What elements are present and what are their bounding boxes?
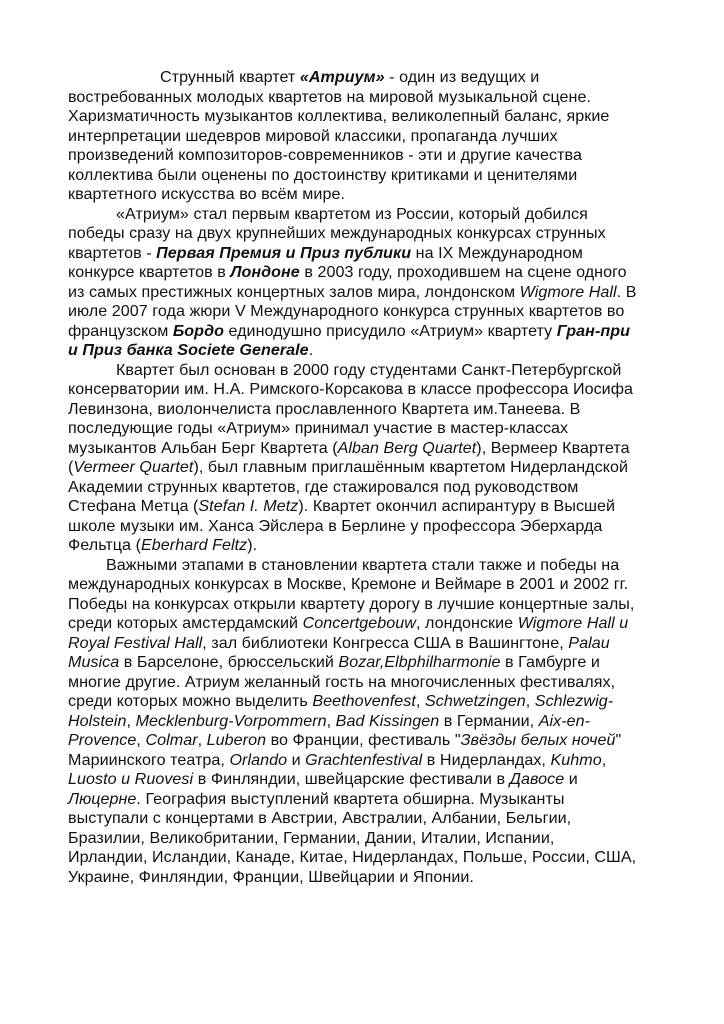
text-run: . География выступлений квартета обширна. Музыканты выступали с концертами в Австрии, Австралии, Албании, Бельгии, Бразилии, Великобритании, Германии, Дании, Италии, Испании, Ирландии, Исландии, Канаде, Китае, Нидерландах, Польше, России, США, Украине, Финляндии, Франции, Швейцарии и Японии. — [68, 789, 637, 886]
document-page — [68, 68, 638, 887]
emphasized-text: Aix-en-Provence — [68, 711, 591, 749]
text-run: ). — [247, 536, 258, 554]
text-run: , — [601, 750, 607, 769]
emphasized-text: Звёзды белых ночей — [460, 731, 616, 749]
emphasized-text: Eberhard Feltz — [141, 536, 248, 554]
text-run: Важными этапами в становлении квартета стали также и победы на международных конкурсах в Москве, Кремоне и Веймаре в 2001 и 2002 гг. Победы на конкурсах открыли квартету дорогу в лучшие концертные залы, среди которых амстердамский — [68, 555, 635, 632]
paragraph-competitions — [68, 205, 638, 361]
emphasized-text: Mecklenburg-Vorpommern — [135, 711, 327, 730]
emphasized-text: Гран-при и Приз банка Societe Generale — [68, 321, 630, 359]
emphasized-text: Давосе — [509, 770, 565, 788]
emphasized-text: Beethovenfest — [312, 692, 416, 710]
text-run: во Франции, фестиваль " — [266, 731, 461, 749]
text-run: в Гамбурге и многие другие. Атриум желанный гость на многочисленных фестивалях, среди которых можно выделить — [68, 653, 616, 710]
text-run: в Барселоне, брюссельский — [119, 653, 339, 671]
emphasized-text: Wigmore Hall и Royal Festival Hall — [68, 614, 629, 652]
text-run: единодушно присудило «Атриум» квартету — [223, 321, 557, 340]
emphasized-text: Люцерне — [68, 789, 137, 808]
emphasized-text: Colmar — [145, 731, 198, 749]
text-run: и — [564, 770, 578, 788]
emphasized-text: Первая Премия и Приз публики — [156, 243, 412, 262]
emphasized-text: Бордо — [172, 321, 224, 340]
text-run: «Атриум» стал первым квартетом из России, который добился победы сразу на двух крупнейших международных конкурсах струнных квартетов - — [68, 204, 606, 262]
text-run: в Нидерландах, — [422, 750, 551, 769]
emphasized-text: Schwetzingen — [424, 692, 526, 710]
text-run: в Финляндии, швейцарские фестивали в — [193, 770, 510, 788]
text-run: , — [197, 731, 207, 749]
emphasized-text: Luosto и Ruovesi — [68, 770, 194, 788]
emphasized-text: «Атриум» — [299, 68, 385, 86]
text-run: , — [326, 711, 336, 730]
text-run: ). Квартет окончил аспирантуру в Высшей школе музыки им. Ханса Эйслера в Берлине у профессора Эберхарда Фельтца ( — [68, 497, 616, 554]
paragraph-tours — [68, 556, 638, 888]
text-run: ), Вермеер Квартета ( — [68, 438, 630, 476]
emphasized-text: Orlando — [229, 750, 288, 769]
text-run: Струнный квартет — [160, 68, 300, 86]
emphasized-text: Wigmore Hall — [519, 282, 617, 301]
text-run: " Мариинского театра, — [68, 731, 622, 769]
emphasized-text: Grachtenfestival — [305, 750, 423, 769]
text-run: , — [126, 711, 136, 730]
emphasized-text: Лондоне — [230, 263, 300, 281]
emphasized-text: Concertgebouw — [302, 614, 416, 632]
emphasized-text: Stefan I. Metz — [198, 497, 299, 515]
text-run: на IX Международном конкурсе квартетов в — [68, 243, 583, 281]
text-run: , лондонские — [415, 614, 518, 632]
text-run: в Германии, — [439, 711, 539, 730]
text-run: в 2003 году, проходившем на сцене одного из самых престижных концертных залов мира, лондонском — [68, 263, 627, 301]
emphasized-text: Luberon — [206, 731, 267, 749]
emphasized-text: Alban Berg Quartet — [337, 438, 477, 457]
emphasized-text: Kuhmo — [550, 750, 602, 769]
text-run: , зал библиотеки Конгресса США в Вашингтоне, — [202, 633, 569, 652]
text-run: . — [308, 341, 314, 359]
text-run: . В июле 2007 года жюри V Международного конкурса струнных квартетов во французском — [68, 282, 637, 340]
emphasized-text: Vermeer Quartet — [73, 458, 194, 476]
text-run: и — [287, 750, 306, 769]
emphasized-text: Bad Kissingen — [335, 711, 440, 730]
emphasized-text: Palau Musica — [68, 633, 610, 671]
text-run: , — [415, 692, 425, 710]
text-run: , — [525, 692, 535, 710]
text-run: , — [136, 731, 146, 749]
text-run: ), был главным приглашённым квартетом Нидерландской Академии струнных квартетов, где стажировался под руководством Стефана Метца ( — [68, 458, 629, 515]
text-run: Квартет был основан в 2000 году студентами Санкт-Петербургской консерватории им. Н.А. Римского-Корсакова в классе профессора Иосифа Левинзона, виолончелиста прославленного Квартета им.Танеева. В последующие годы «Атриум» принимал участие в мастер-классах музыкантов Альбан Берг Квартета ( — [68, 360, 634, 457]
emphasized-text: Schlezwig-Holstein — [68, 692, 614, 730]
emphasized-text: Bozar,Elbphilharmonie — [338, 653, 501, 671]
text-run: - один из ведущих и востребованных молодых квартетов на мировой музыкальной сцене. Харизматичность музыкантов коллектива, великолепный баланс, яркие интерпретации шедевров мировой классики, пропаганда лучших произведений композиторов-современников - эти и другие качества коллектива были оценены по достоинству критиками и ценителями квартетного искусства во всём мире. — [68, 68, 610, 203]
paragraph-history — [68, 361, 638, 556]
paragraph-intro — [68, 68, 638, 205]
